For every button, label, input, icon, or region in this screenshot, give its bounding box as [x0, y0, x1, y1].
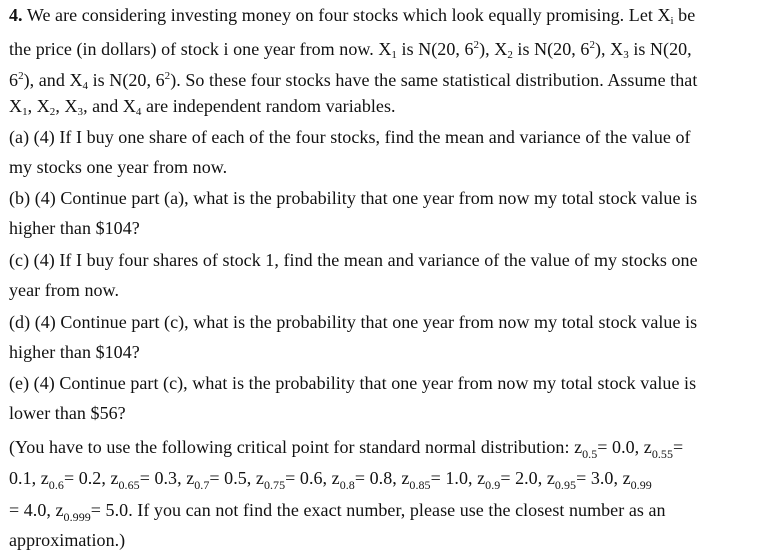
note-text: = 0.2, z — [63, 468, 119, 488]
note-text: = 3.0, z — [576, 468, 631, 488]
subscript: 2 — [507, 49, 513, 61]
subscript: 1 — [391, 49, 397, 61]
part-d-line-1: (d) (4) Continue part (c), what is the probability that one year from now my total stock value is — [9, 312, 698, 332]
subscript: 4 — [82, 80, 89, 92]
note-line-1 — [9, 436, 773, 465]
note-text: 0.1, z — [9, 468, 49, 488]
z-subscript: 0.8 — [339, 478, 355, 492]
z-subscript: 0.5 — [582, 447, 598, 461]
z-subscript: 0.75 — [263, 478, 286, 492]
problem-number: 4. — [9, 5, 23, 25]
z-subscript: 0.9 — [485, 478, 501, 492]
part-e-line-1: (e) (4) Continue part (c), what is the probability that one year from now my total stock value is — [9, 373, 697, 393]
intro-text: ), X — [479, 39, 508, 59]
subscript: 3 — [77, 106, 84, 118]
part-b-line-1: (b) (4) Continue part (a), what is the probability that one year from now my total stock value is — [9, 188, 698, 208]
intro-text: are independent random variables. — [141, 96, 396, 116]
intro-text: is N(20, — [628, 39, 692, 59]
note-text: = 0.0, z — [597, 437, 652, 457]
z-subscript: 0.85 — [409, 478, 431, 492]
note-text: = 4.0, z — [9, 500, 64, 520]
superscript: 2 — [164, 70, 171, 82]
note-text: = 5.0. If you can not find the exact number, please use the closest number as an — [90, 500, 666, 520]
intro-text: ), X — [595, 39, 624, 59]
part-c-line-1: (c) (4) If I buy four shares of stock 1, find the mean and variance of the value of my stocks one — [9, 250, 698, 270]
note-line-2 — [9, 467, 773, 496]
z-subscript: 0.65 — [118, 478, 140, 492]
intro-text: , X — [27, 96, 50, 116]
intro-text: be — [673, 5, 696, 25]
subscript: 2 — [49, 106, 56, 118]
part-d-line-2: higher than $104? — [9, 342, 140, 362]
note-text: = 0.6, z — [285, 468, 340, 488]
intro-text: 6 — [9, 70, 19, 90]
z-subscript: 0.99 — [630, 478, 652, 492]
intro-text: X — [9, 96, 23, 116]
z-subscript: 0.55 — [651, 447, 674, 461]
intro-text: is N(20, 6 — [88, 70, 165, 90]
z-subscript: 0.7 — [194, 478, 210, 492]
intro-line-4 — [9, 95, 773, 123]
note-text: = 0.8, z — [354, 468, 410, 488]
part-b-line-2: higher than $104? — [9, 218, 140, 238]
subscript: 3 — [623, 49, 629, 61]
intro-text: is N(20, 6 — [512, 39, 590, 59]
z-subscript: 0.95 — [554, 478, 577, 492]
note-text: = 0.5, z — [209, 468, 264, 488]
superscript: 2 — [473, 39, 480, 51]
part-c-line-2: year from now. — [9, 280, 119, 300]
z-subscript: 0.999 — [63, 510, 91, 524]
subscript: i — [670, 15, 674, 27]
intro-text: , and X — [83, 96, 136, 116]
intro-text: , X — [55, 96, 78, 116]
part-a-line-1: (a) (4) If I buy one share of each of the four stocks, find the mean and variance of the value of — [9, 127, 691, 147]
note-text: = — [673, 437, 684, 457]
intro-text: ). So these four stocks have the same statistical distribution. Assume that — [170, 70, 698, 90]
note-text: = 1.0, z — [430, 468, 486, 488]
intro-line-2 — [9, 34, 773, 66]
note-text: = 2.0, z — [500, 468, 555, 488]
subscript: 4 — [135, 106, 142, 118]
intro-line-1 — [9, 4, 773, 32]
superscript: 2 — [18, 70, 24, 82]
note-line-4: approximation.) — [9, 530, 126, 550]
z-subscript: 0.6 — [48, 478, 64, 492]
note-text: = 0.3, z — [139, 468, 195, 488]
intro-text: We are considering investing money on four stocks which look equally promising. Let X — [26, 5, 671, 25]
note-line-3 — [9, 499, 773, 528]
intro-text: is N(20, 6 — [396, 39, 474, 59]
intro-text: the price (in dollars) of stock i one year from now. X — [9, 39, 392, 59]
part-e-line-2: lower than $56? — [9, 403, 126, 423]
intro-text: ), and X — [23, 70, 83, 90]
note-text: (You have to use the following critical point for standard normal distribution: z — [9, 437, 583, 457]
superscript: 2 — [589, 39, 595, 51]
part-a-line-2: my stocks one year from now. — [9, 157, 228, 177]
intro-line-3 — [9, 65, 773, 97]
subscript: 1 — [22, 106, 28, 118]
